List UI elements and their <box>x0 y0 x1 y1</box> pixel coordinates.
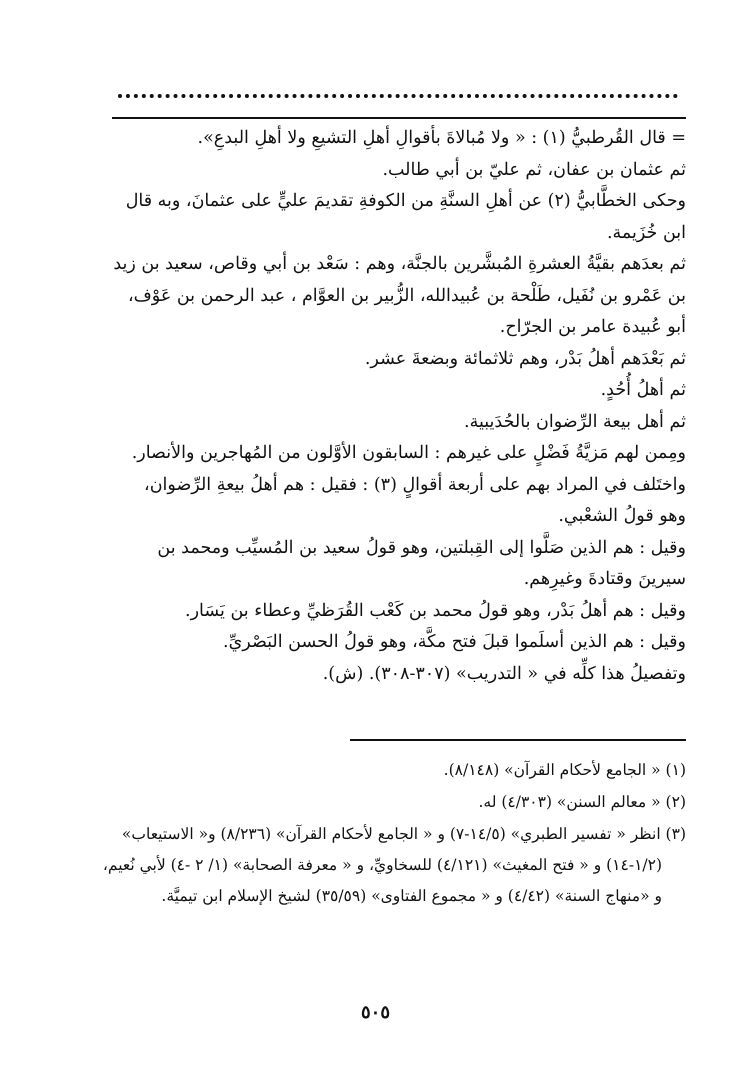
paragraph-conquest-opinion: وقيل : هم الذين أسلَموا قبلَ فتح مكَّة، وهو قولُ الحسن البَصْريِّ. <box>223 632 686 652</box>
paragraph-ridwan: ثم أهل بيعة الرِّضوان بالحُدَيبية. <box>464 411 686 432</box>
paragraph-tadrib-reference: وتفصيلُ هذا كلِّه في « التدريب» (٣٠٧-٣٠٨). (ش). <box>322 663 686 684</box>
main-text <box>112 123 686 690</box>
paragraph-two-qiblas: وقيل : هم الذين صَلَّوا إلى القِبلتين، وهو قولُ سعيد بن المُسيِّب ومحمد بن سيرينَ وقتادةَ وغيرِهم. <box>157 537 686 589</box>
dotted-separator <box>118 94 678 98</box>
paragraph-badr: ثم بَعْدَهم أهلُ بَدْر، وهم ثلاثمائة وبضعةَ عشر. <box>364 348 686 369</box>
paragraph-khattabi: وحكى الخطَّابيُّ (٢) عن أهلِ السنَّةِ من الكوفةِ تقديمَ عليٍّ على عثمانَ، وبه قال ابن خُزَيمة. <box>125 191 686 243</box>
paragraph-uthman-ali: ثم عثمان بن عفان، ثم عليّ بن أبي طالب. <box>382 159 686 180</box>
paragraph-uhud: ثم أهلُ أُحُدٍ. <box>600 380 686 400</box>
footnote-3: (٣) انظر « تفسير الطبري» (١٤/٥-٧) و « الجامع لأحكام القرآن» (٨/٢٣٦) و« الاستيعاب» (١/٢-١٤) و « فتح المغيث» (٤/١٢١) للسخاويِّ، و « معرفة الصحابة» (١/ ٢ -٤) لأبي نُعيم، و «منهاج السنة» (٤/٤٢) و « مجموع الفتاوى» (٣٥/٥٩) لشيخ الإسلام ابن تيميَّة. <box>102 825 686 905</box>
footnote-1: (١) « الجامع لأحكام القرآن» (٨/١٤٨). <box>443 761 686 779</box>
footnote-separator <box>350 739 686 741</box>
paragraph-qurtubi-quote: = قال القُرطبيُّ (١) : « ولا مُبالاةَ بأقوالِ أهلِ التشيعِ ولا أهلِ البدعِ». <box>197 128 686 148</box>
paragraph-badr-opinion: وقيل : هم أهلُ بَدْر، وهو قولُ محمد بن كَعْب القُرَظيِّ وعطاء بن يَسَار. <box>185 600 686 621</box>
paragraph-early-converts: ومِمن لهم مَزيَّةُ فَضْلٍ على غيرهم : السابقون الأوَّلون من المُهاجرين والأنصار. <box>131 443 686 463</box>
paragraph-ten-promised: ثم بعدَهم بقيَّةُ العشرةِ المُبشَّرين بالجنَّة، وهم : سَعْد بن أبي وقاص، سعيد بن زيد بن عَمْرو بن نُفَيل، طَلْحة بن عُبيدالله، الزُّبير بن العوَّام ، عبد الرحمن بن عَوْف، أبو عُبيدة عامر بن الجرّاح. <box>113 254 686 337</box>
footnote-2: (٢) « معالم السنن» (٤/٣٠٣) له. <box>478 793 686 811</box>
header-rule <box>112 117 686 119</box>
paragraph-four-opinions: واختَلف في المراد بهم على أربعة أقوالٍ (٣) : فقيل : هم أهلُ بيعةِ الرِّضوان، وهو قولُ الشعْبي. <box>144 474 686 526</box>
footnotes <box>100 755 686 913</box>
page-number: ٥٠٥ <box>360 1002 390 1023</box>
